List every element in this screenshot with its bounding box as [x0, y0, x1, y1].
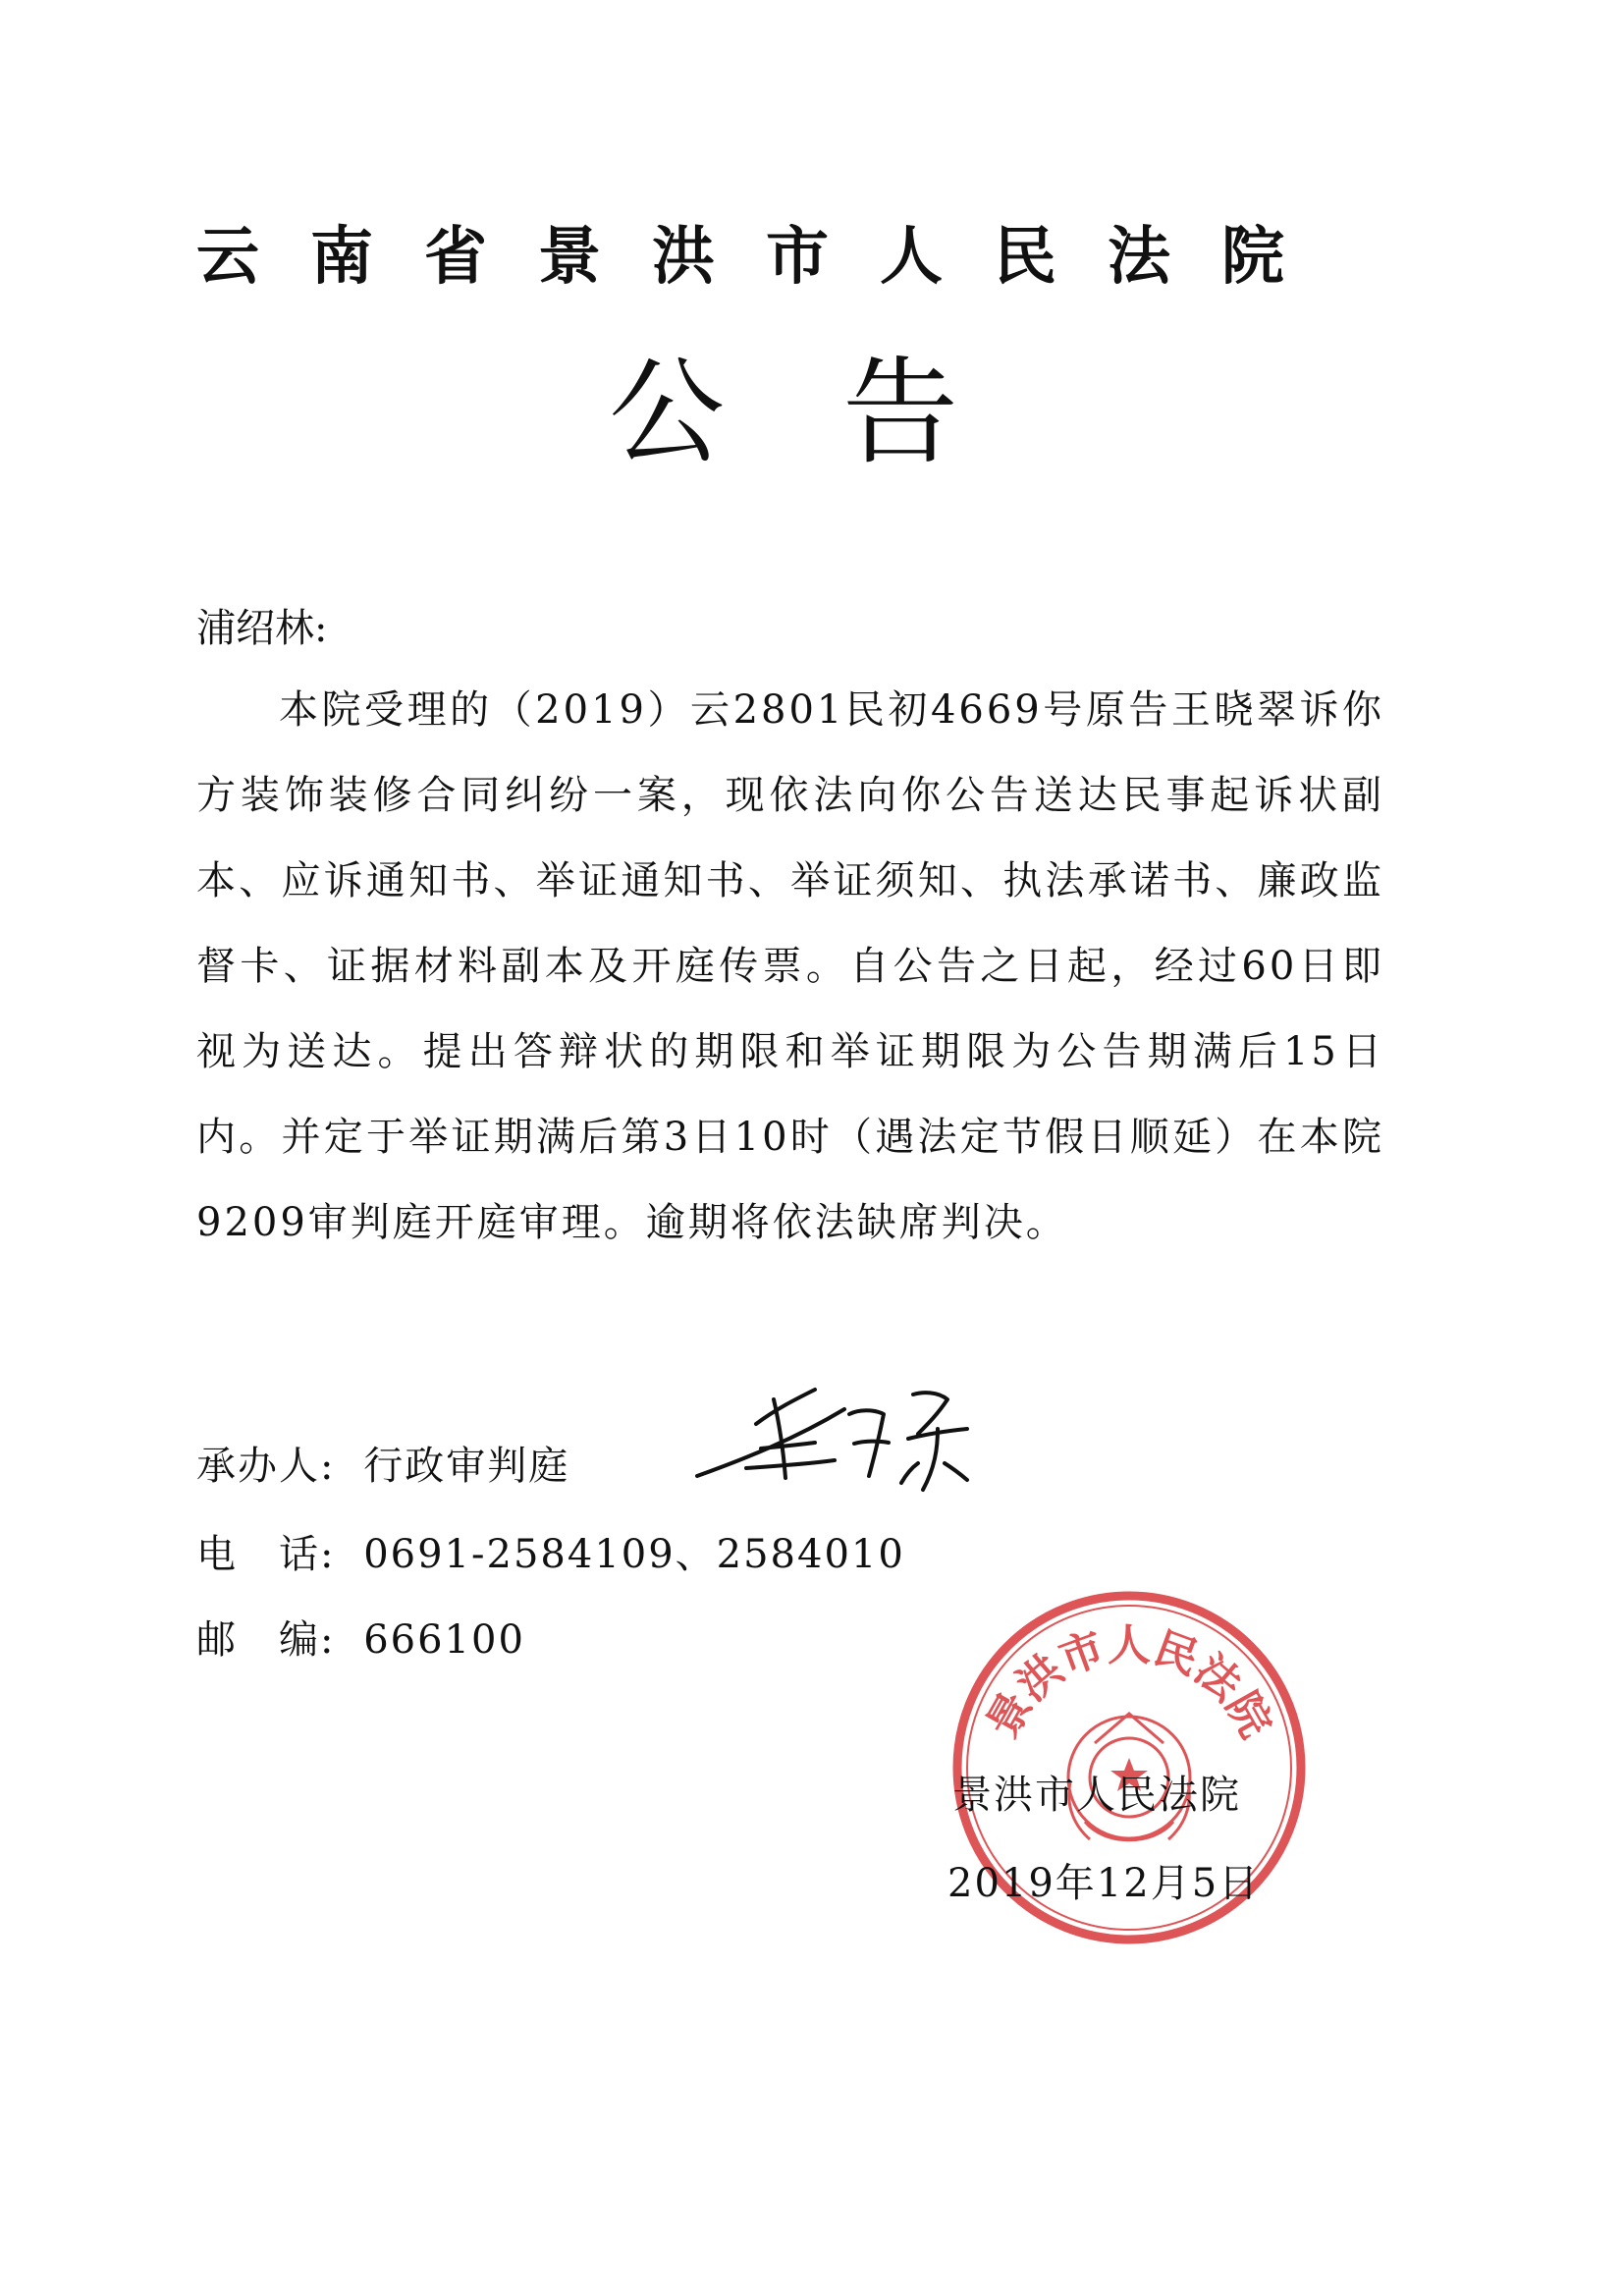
seal-ring-text: 景洪市人民法院 — [977, 1620, 1281, 1747]
postal-row — [196, 1613, 525, 1667]
notice-body: 本院受理的（2019）云2801民初4669号原告王晓翠诉你方装饰装修合同纠纷一案，现依法向你公告送达民事起诉状副本、应诉通知书、举证通知书、举证须知、执法承诺书、廉政监督卡、证据材料副本及开庭传票。自公告之日起，经过60日即视为送达。提出答辩状的期限和举证期限为公告期满后15日内。并定于举证期满后第3日10时（遇法定节假日顺延）在本院9209审判庭开庭审理。逾期将依法缺席判决。 — [196, 687, 1384, 1245]
court-name-heading: 云南省景洪市人民法院 — [196, 220, 1335, 294]
phone-row — [196, 1527, 905, 1582]
handler-label: 承办人: — [196, 1444, 336, 1489]
document-title: 公告 — [609, 345, 1077, 480]
issuer-name: 景洪市人民法院 — [952, 1773, 1241, 1818]
handler-row — [196, 1439, 569, 1494]
handler-value: 行政审判庭 — [363, 1444, 570, 1489]
addressee: 浦绍林: — [196, 606, 328, 651]
phone-label: 电 话: — [196, 1532, 336, 1577]
postal-label: 邮 编: — [196, 1617, 336, 1663]
handwritten-signature — [687, 1370, 982, 1498]
postal-value: 666100 — [363, 1617, 525, 1663]
issue-date: 2019年12月5日 — [947, 1861, 1261, 1906]
phone-value: 0691-2584109、2584010 — [363, 1532, 905, 1577]
